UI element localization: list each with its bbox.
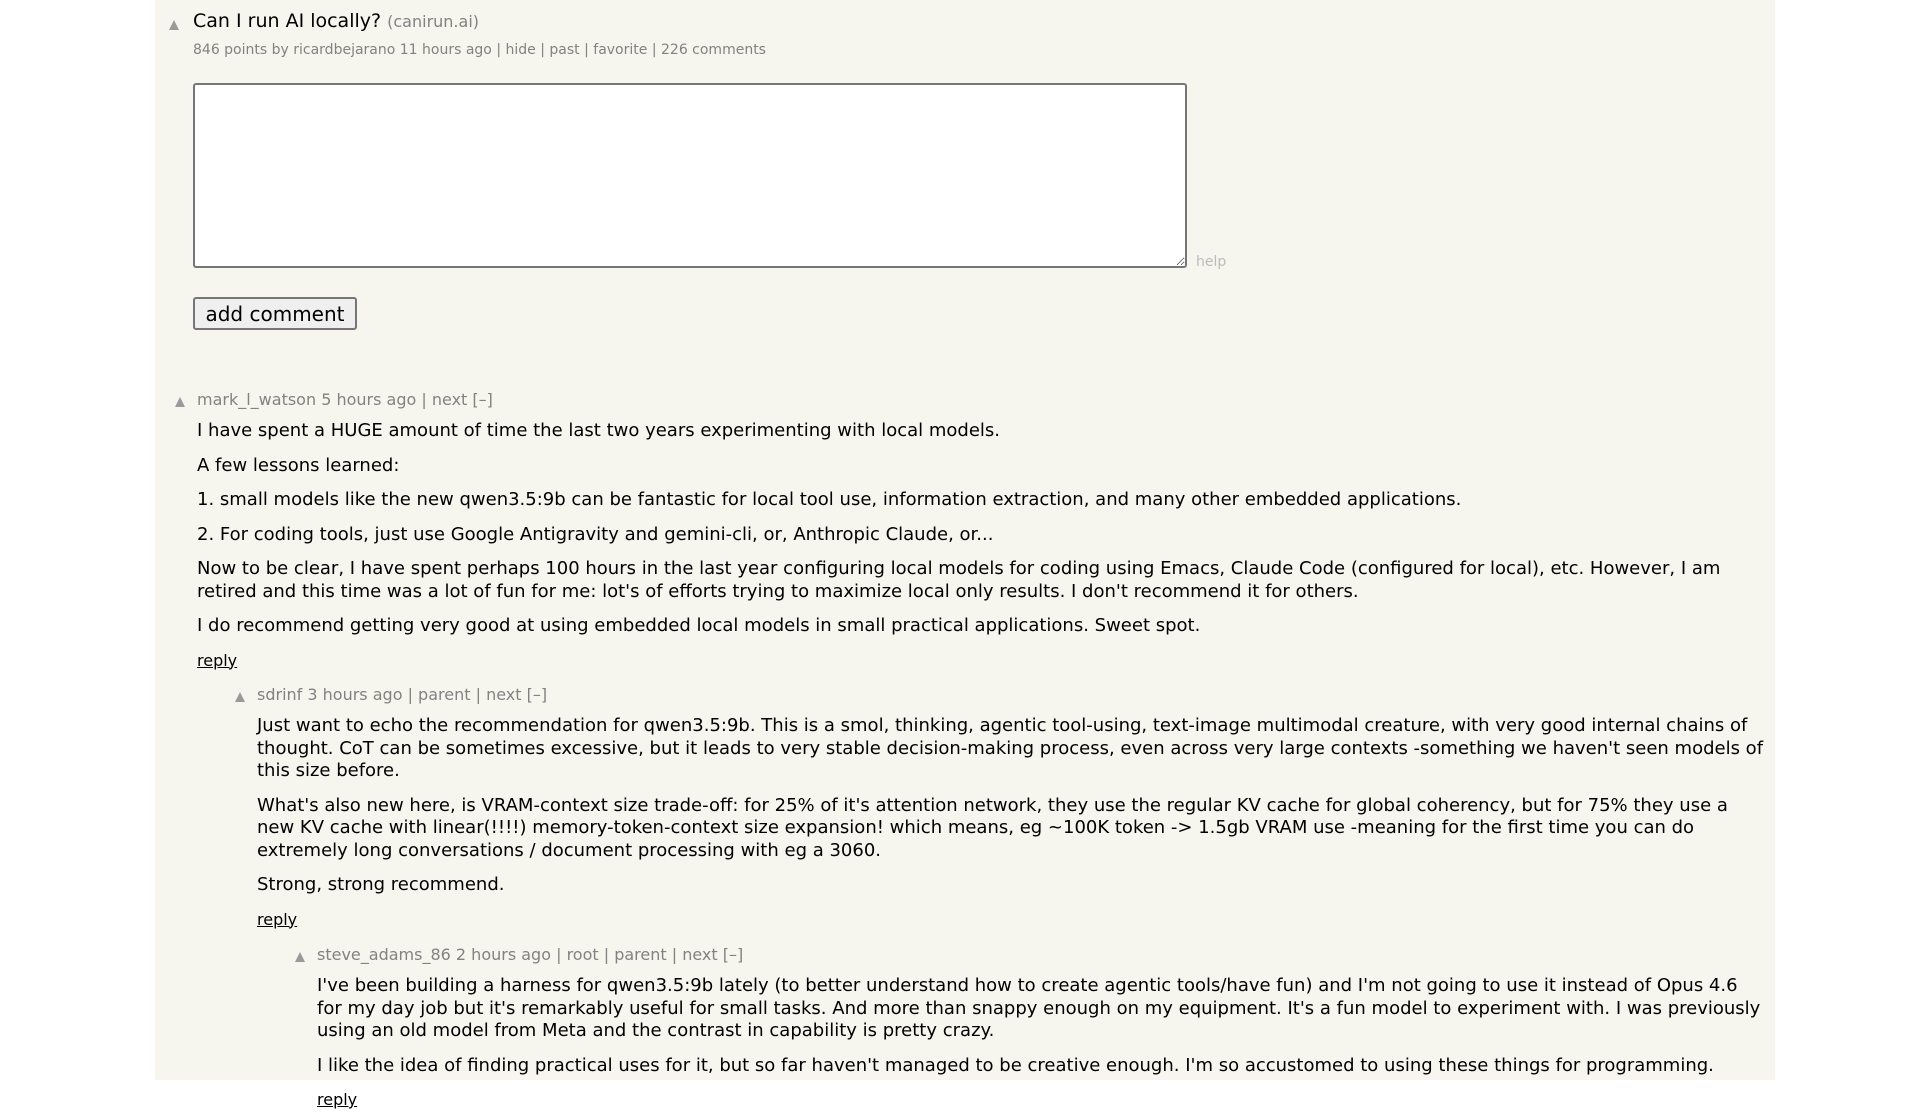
comment-root-link[interactable]: root — [566, 945, 599, 964]
comment-paragraph: I do recommend getting very good at using embedded local models in small practical applications. Sweet spot. — [197, 615, 1201, 636]
comment — [235, 685, 1775, 945]
comment — [175, 390, 1775, 690]
comment-user-link[interactable]: steve_adams_86 — [317, 945, 451, 964]
story-comments-link[interactable]: 226 comments — [661, 42, 766, 58]
comment-paragraph: A few lessons learned: — [197, 454, 400, 476]
comment-paragraph: 1. small models like the new qwen3.5:9b can be fantastic for local tool use, information extraction, and many other embedded applications. — [197, 489, 1462, 510]
comment-next-link[interactable]: next — [431, 390, 468, 409]
comment-next-link[interactable]: next — [682, 945, 718, 964]
story-hide-link[interactable]: hide — [505, 42, 536, 58]
comment — [295, 945, 1775, 1109]
comment-next-link[interactable]: next — [486, 685, 522, 704]
comment-reply-link[interactable]: reply — [317, 1090, 358, 1109]
hn-page — [155, 0, 1775, 1109]
comment-paragraph: What's also new here, is VRAM-context size trade-off: for 25% of it's attention network, they use the regular KV cache for global coherency, but for 75% they use a new KV cache with linear(!!!!) memory-token-context size expansion! which means, eg ~100K token -> 1.5gb VRAM use -meaning for the first time you can do extremely long conversations / document processing with eg a 3060. — [257, 794, 1728, 861]
comment-user-link[interactable]: mark_l_watson — [197, 390, 317, 409]
story-subtext: 846 points by ricardbejarano 11 hours ago | hide | past | favorite | 226 comments — [193, 42, 766, 58]
comment-collapse-toggle[interactable]: [–] — [722, 945, 744, 964]
comment-paragraph: I have spent a HUGE amount of time the last two years experimenting with local models. — [197, 420, 1001, 441]
story-user-link[interactable]: ricardbejarano — [293, 42, 396, 58]
comment-collapse-toggle[interactable]: [–] — [472, 390, 493, 409]
comment-text — [197, 420, 1767, 672]
story-age-link[interactable]: 11 hours ago — [399, 42, 492, 58]
comment-parent-link[interactable]: parent — [418, 685, 471, 704]
story-by-label: by — [271, 42, 289, 58]
comment-text — [317, 975, 1767, 1112]
formatting-help-link[interactable]: help — [1196, 254, 1227, 270]
story-title-link[interactable]: Can I run AI locally? — [193, 10, 382, 32]
comment-paragraph: Now to be clear, I have spent perhaps 100 hours in the last year configuring local models for coding using Emacs, Claude Code (configured for local), etc. However, I am retired and this time was a lot of fun for me: lot's of efforts trying to maximize local only results. I don't recommend it for others. — [197, 558, 1721, 602]
story-site-link[interactable]: (canirun.ai) — [387, 12, 480, 31]
comment-paragraph: 2. For coding tools, just use Google Antigravity and gemini-cli, or, Anthropic Claude, or... — [197, 523, 994, 545]
comment-reply-link[interactable]: reply — [257, 909, 298, 929]
comment-upvote-arrow-icon[interactable] — [235, 692, 245, 702]
comment-collapse-toggle[interactable]: [–] — [526, 685, 548, 704]
comment-header: sdrinf 3 hours ago | parent | next [–] — [257, 685, 548, 704]
comment-parent-link[interactable]: parent — [614, 945, 667, 964]
comment-textarea[interactable] — [193, 83, 1187, 268]
story-title-line — [193, 10, 479, 32]
comment-upvote-arrow-icon[interactable] — [295, 952, 305, 962]
story-upvote-arrow-icon[interactable] — [169, 15, 179, 34]
comment-paragraph: Strong, strong recommend. — [257, 874, 505, 895]
comment-user-link[interactable]: sdrinf — [257, 685, 303, 704]
comment-text — [257, 715, 1767, 931]
comment-age-link[interactable]: 3 hours ago — [307, 685, 403, 704]
comment-paragraph: I've been building a harness for qwen3.5:9b lately (to better understand how to create agentic tools/have fun) and I'm not going to use it instead of Opus 4.6 for my day job but it's remarkably useful for small tasks. And more than snappy enough on my equipment. It's a fun model to experiment with. I was previously using an old model from Meta and the contrast in capability is pretty crazy. — [317, 975, 1761, 1041]
comment-age-link[interactable]: 2 hours ago — [455, 945, 551, 964]
comment-paragraph: I like the idea of finding practical uses for it, but so far haven't managed to be creative enough. I'm so accustomed to using these things for programming. — [317, 1054, 1714, 1076]
story-points: 846 points — [193, 42, 268, 58]
comment-header: mark_l_watson 5 hours ago | next [–] — [197, 390, 493, 409]
comment-header: steve_adams_86 2 hours ago | root | parent | next [–] — [317, 945, 744, 964]
story-past-link[interactable]: past — [549, 42, 580, 58]
add-comment-button[interactable]: add comment — [193, 297, 357, 330]
comment-upvote-arrow-icon[interactable] — [175, 397, 185, 407]
comment-paragraph: Just want to echo the recommendation for qwen3.5:9b. This is a smol, thinking, agentic tool-using, text-image multimodal creature, with very good internal chains of thought. CoT can be sometimes excessive, but it leads to very stable decision-making process, even across very large contexts -something we haven't seen models of this size before. — [257, 715, 1764, 781]
comment-age-link[interactable]: 5 hours ago — [321, 390, 417, 409]
story-favorite-link[interactable]: favorite — [593, 42, 648, 58]
comment-reply-link[interactable]: reply — [197, 650, 238, 670]
